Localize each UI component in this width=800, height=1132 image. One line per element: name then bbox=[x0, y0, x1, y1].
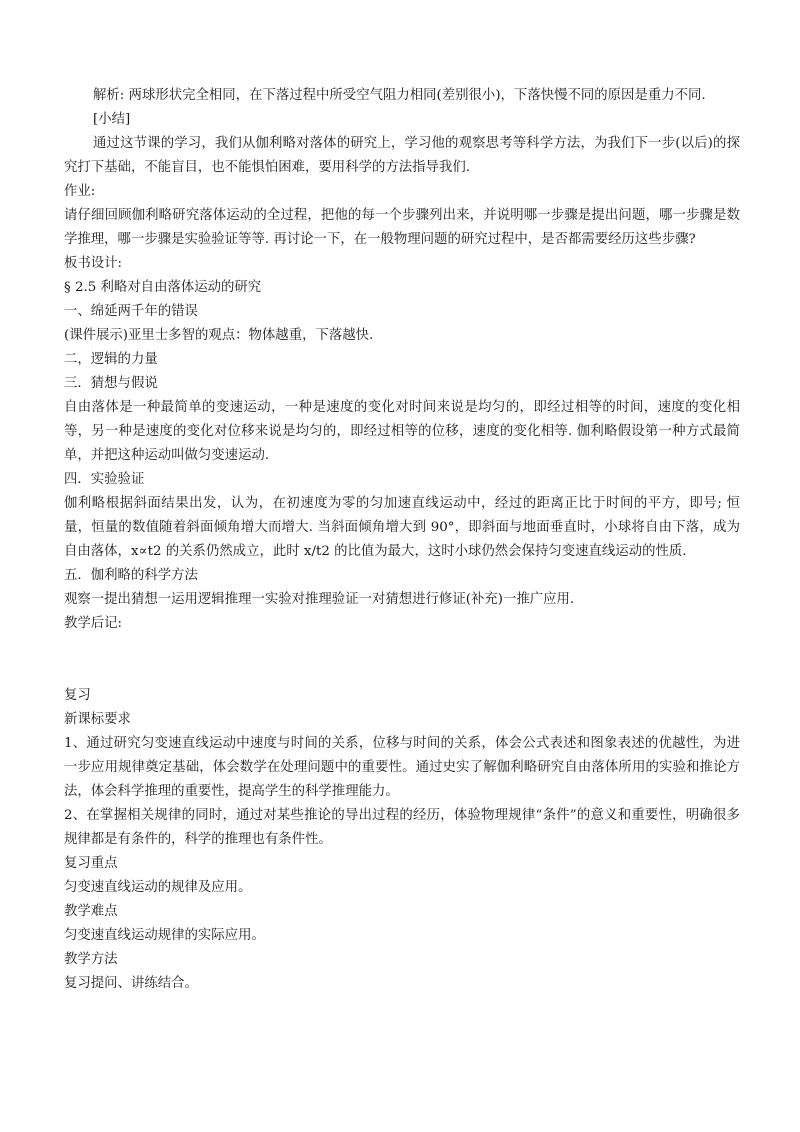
item5-heading: 五．伽利略的科学方法 bbox=[64, 568, 198, 583]
afterword-label: 教学后记: bbox=[64, 616, 123, 631]
section-spacer bbox=[64, 636, 740, 684]
difficulty-paragraph: 匀变速直线运动规律的实际应用。 bbox=[64, 928, 265, 943]
item4-heading: 四．实验验证 bbox=[64, 472, 145, 487]
item4-paragraph: 伽利略根据斜面结果出发，认为，在初速度为零的匀加速直线运动中，经过的距离正比于时间的平方，即号; 恒量，恒量的数值随着斜面倾角增大而增大. 当斜面倾角增大到 90°，即斜面与地面垂直时，小球将自由下落，成为自由落体，x∝t2 的关系仍然成立，此时 x/t2 的比值为最大，这时小球仍然会保持匀变速直线运动的性质. bbox=[64, 496, 740, 559]
focus-heading: 复习重点 bbox=[64, 856, 118, 871]
item3-heading: 三．猜想与假说 bbox=[64, 376, 158, 391]
item1-paragraph: (课件展示)亚里士多智的观点：物体越重，下落越快. bbox=[64, 328, 374, 343]
item2-heading: 二，逻辑的力量 bbox=[64, 352, 158, 367]
focus-paragraph: 匀变速直线运动的规律及应用。 bbox=[64, 880, 252, 895]
homework-paragraph: 请仔细回顾伽利略研究落体运动的全过程，把他的每一个步骤列出来，并说明哪一步骤是提出问题，哪一步骤是数学推理，哪一步骤是实验验证等等. 再讨论一下，在一般物理问题的研究过程中，是否都需要经历这些步骤? bbox=[64, 208, 740, 247]
board-title: § 2.5 利略对自由落体运动的研究 bbox=[64, 280, 262, 295]
homework-label: 作业: bbox=[64, 184, 96, 199]
summary-label: [小结] bbox=[93, 112, 131, 127]
item5-paragraph: 观察一提出猜想一运用逻辑推理一实验对推理验证一对猜想进行修证(补充)一推广应用. bbox=[64, 592, 575, 607]
standard2-paragraph: 2、在掌握相关规律的同时，通过对某些推论的导出过程的经历，体验物理规律“条件”的意义和重要性，明确很多规律都是有条件的，科学的推理也有条件性。 bbox=[64, 808, 740, 847]
item3-paragraph: 自由落体是一种最简单的变速运动，一种是速度的变化对时间来说是均匀的，即经过相等的时间，速度的变化相等，另一种是速度的变化对位移来说是均匀的，即经过相等的位移，速度的变化相等. 伽利略假设第一种方式最简单，并把这种运动叫做匀变速运动. bbox=[64, 400, 740, 463]
item1-heading: 一、绵延两千年的错误 bbox=[64, 304, 198, 319]
review-heading: 复习 bbox=[64, 688, 91, 703]
standards-heading: 新课标要求 bbox=[64, 712, 131, 727]
method-paragraph: 复习提问、讲练结合。 bbox=[64, 976, 198, 991]
analysis-paragraph: 解析: 两球形状完全相同，在下落过程中所受空气阻力相同(差别很小)，下落快慢不同的原因是重力不同. bbox=[93, 88, 706, 103]
board-design-label: 板书设计: bbox=[64, 256, 123, 271]
method-heading: 教学方法 bbox=[64, 952, 118, 967]
document-page bbox=[64, 84, 740, 996]
standard1-paragraph: 1、通过研究匀变速直线运动中速度与时间的关系，位移与时间的关系，体会公式表述和图象表述的优越性，为进一步应用规律奠定基础，体会数学在处理问题中的重要性。通过史实了解伽利略研究自由落体所用的实验和推论方法，体会科学推理的重要性，提高学生的科学推理能力。 bbox=[64, 736, 740, 799]
difficulty-heading: 教学难点 bbox=[64, 904, 118, 919]
summary-paragraph: 通过这节课的学习，我们从伽利略对落体的研究上，学习他的观察思考等科学方法，为我们下一步(以后)的探究打下基础，不能盲目，也不能惧怕困难，要用科学的方法指导我们. bbox=[64, 136, 740, 175]
